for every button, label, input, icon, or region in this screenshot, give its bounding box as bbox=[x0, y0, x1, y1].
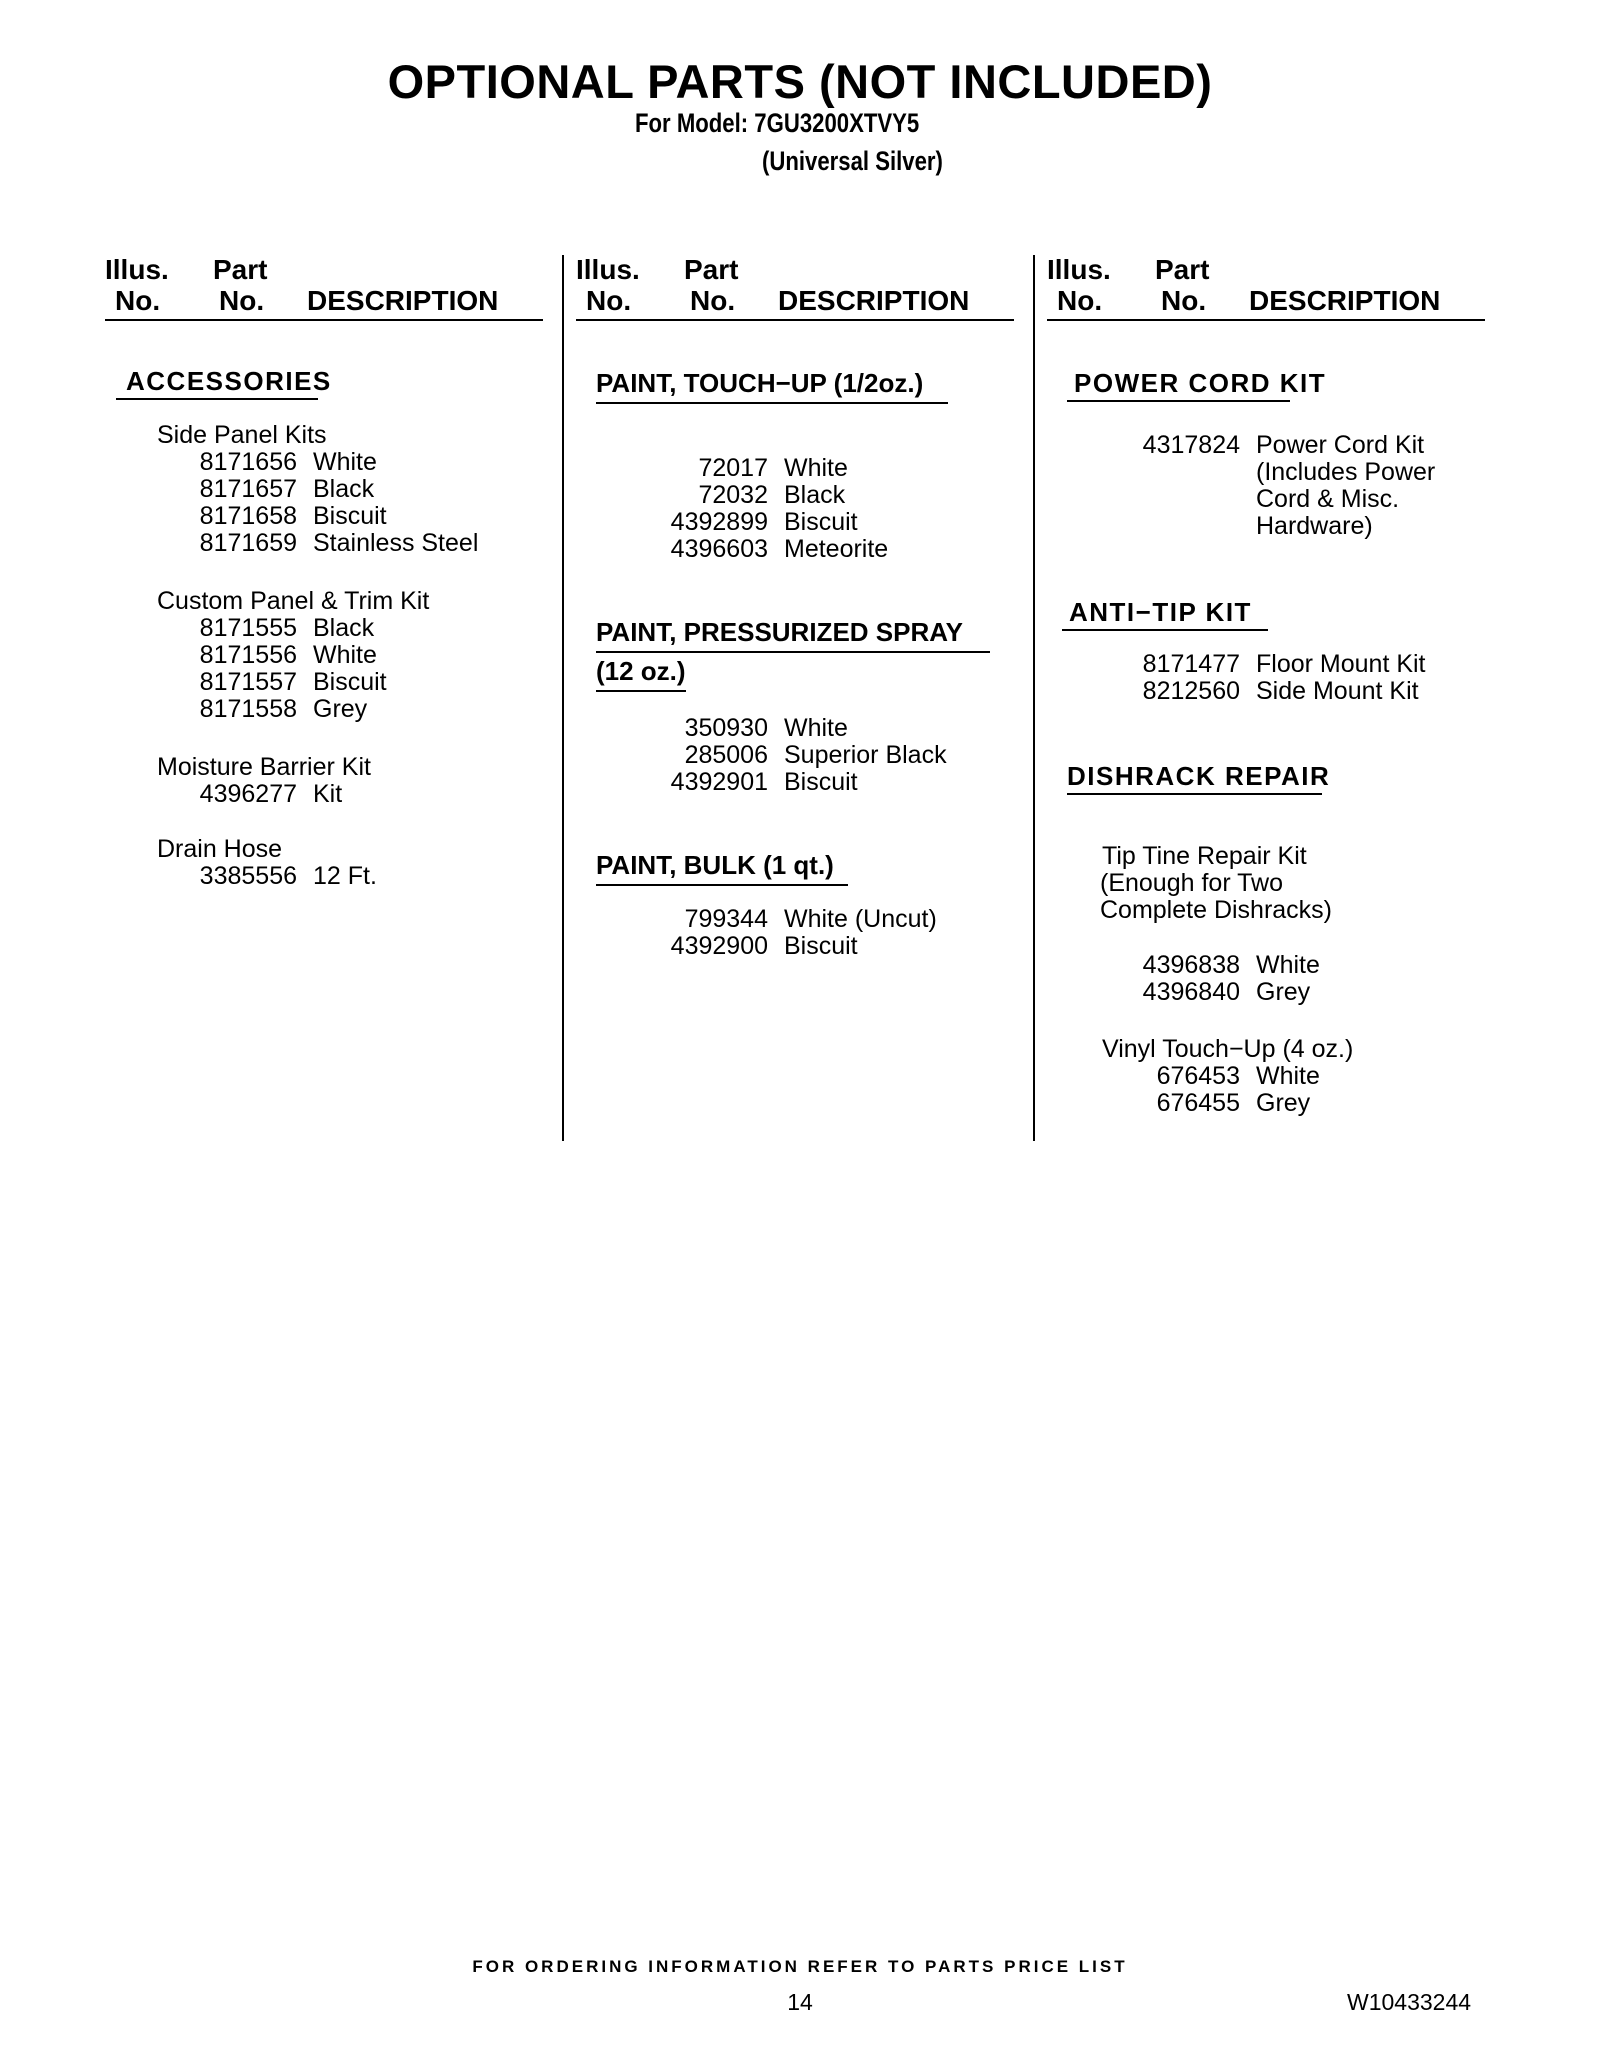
part-number: 4317824 bbox=[1142, 431, 1240, 459]
part-number: 8171555 bbox=[199, 614, 297, 642]
section-underline bbox=[1062, 629, 1268, 631]
header-part-top: Part bbox=[1155, 254, 1210, 285]
document-number: W10433244 bbox=[1347, 1989, 1472, 2015]
part-number: 350930 bbox=[684, 714, 768, 742]
header-description: DESCRIPTION bbox=[1249, 285, 1441, 316]
page-number: 14 bbox=[787, 1989, 813, 2015]
part-description: White bbox=[313, 641, 377, 669]
part-number: 285006 bbox=[684, 741, 768, 769]
part-number: 4396838 bbox=[1142, 951, 1240, 979]
part-description: Side Mount Kit bbox=[1256, 677, 1419, 705]
header-rule bbox=[1047, 319, 1485, 321]
header-illus-top: Illus. bbox=[1047, 254, 1111, 285]
header-illus-top: Illus. bbox=[576, 254, 640, 285]
section-heading-accessories: ACCESSORIES bbox=[126, 366, 332, 396]
header-part-bottom: No. bbox=[1161, 285, 1207, 316]
group-label: Vinyl Touch−Up (4 oz.) bbox=[1102, 1035, 1354, 1063]
header-part-bottom: No. bbox=[690, 285, 736, 316]
part-row bbox=[157, 529, 479, 557]
part-description: Grey bbox=[313, 695, 368, 723]
part-description: Black bbox=[313, 475, 375, 503]
part-description: Biscuit bbox=[313, 668, 387, 696]
part-row bbox=[1100, 1089, 1311, 1117]
part-number: 4396603 bbox=[670, 535, 768, 563]
part-number: 4392900 bbox=[670, 932, 768, 960]
part-description: White bbox=[1256, 1062, 1320, 1090]
part-number: 8171557 bbox=[199, 668, 297, 696]
part-description: Grey bbox=[1256, 978, 1311, 1006]
ordering-note: FOR ORDERING INFORMATION REFER TO PARTS PRICE LIST bbox=[472, 1957, 1128, 1976]
section-underline bbox=[116, 398, 318, 400]
section-heading-power-cord-kit: POWER CORD KIT bbox=[1074, 368, 1327, 398]
model-line: For Model: 7GU3200XTVY5 bbox=[635, 108, 920, 138]
part-number: 676453 bbox=[1156, 1062, 1240, 1090]
part-row bbox=[157, 448, 377, 476]
part-description: Biscuit bbox=[784, 768, 858, 796]
part-row bbox=[628, 714, 848, 742]
part-row bbox=[628, 905, 937, 933]
part-number: 676455 bbox=[1156, 1089, 1240, 1117]
header-illus-bottom: No. bbox=[586, 285, 632, 316]
part-description: White bbox=[313, 448, 377, 476]
part-number: 4396840 bbox=[1142, 978, 1240, 1006]
part-description: Stainless Steel bbox=[313, 529, 479, 557]
header-illus-bottom: No. bbox=[115, 285, 161, 316]
part-row bbox=[157, 475, 375, 503]
part-row bbox=[157, 780, 343, 808]
part-row bbox=[157, 614, 375, 642]
group-label: Tip Tine Repair Kit bbox=[1102, 842, 1307, 870]
section-heading-paint-bulk: PAINT, BULK (1 qt.) bbox=[596, 850, 834, 880]
group-label: Moisture Barrier Kit bbox=[157, 753, 371, 781]
part-row bbox=[157, 668, 387, 696]
part-row bbox=[628, 741, 947, 769]
part-row bbox=[1100, 951, 1320, 979]
part-number: 8171657 bbox=[199, 475, 297, 503]
column-divider bbox=[1033, 255, 1035, 1141]
variant-line: (Universal Silver) bbox=[762, 146, 943, 176]
part-row bbox=[628, 932, 858, 960]
group-label-cont: (Enough for Two bbox=[1100, 869, 1283, 897]
part-row bbox=[628, 508, 858, 536]
part-description: Grey bbox=[1256, 1089, 1311, 1117]
section-heading-dishrack-repair: DISHRACK REPAIR bbox=[1067, 761, 1331, 791]
section-heading-paint-spray-size: (12 oz.) bbox=[596, 656, 686, 686]
part-description: Meteorite bbox=[784, 535, 889, 563]
header-rule bbox=[105, 319, 543, 321]
header-description: DESCRIPTION bbox=[778, 285, 970, 316]
section-heading-anti-tip-kit: ANTI−TIP KIT bbox=[1069, 597, 1252, 627]
part-number: 3385556 bbox=[199, 862, 297, 890]
part-row bbox=[1100, 1062, 1320, 1090]
part-row bbox=[628, 768, 858, 796]
part-number: 8171656 bbox=[199, 448, 297, 476]
part-row bbox=[1100, 650, 1426, 678]
section-underline bbox=[1067, 793, 1322, 795]
header-rule bbox=[576, 319, 1014, 321]
part-description-cont: Hardware) bbox=[1256, 512, 1373, 540]
part-number: 799344 bbox=[684, 905, 768, 933]
group-label: Custom Panel & Trim Kit bbox=[157, 587, 430, 615]
part-row bbox=[628, 454, 848, 482]
header-part-bottom: No. bbox=[219, 285, 265, 316]
part-description: White (Uncut) bbox=[784, 905, 937, 933]
column-divider bbox=[562, 255, 564, 1141]
part-description: Biscuit bbox=[784, 508, 858, 536]
section-underline bbox=[596, 402, 948, 404]
header-part-top: Part bbox=[684, 254, 739, 285]
part-number: 4392899 bbox=[670, 508, 768, 536]
part-description: Power Cord Kit bbox=[1256, 431, 1425, 459]
part-row bbox=[157, 641, 377, 669]
part-number: 8171659 bbox=[199, 529, 297, 557]
header-illus-bottom: No. bbox=[1057, 285, 1103, 316]
part-number: 8171556 bbox=[199, 641, 297, 669]
part-row bbox=[628, 481, 846, 509]
header-illus-top: Illus. bbox=[105, 254, 169, 285]
part-description: Black bbox=[313, 614, 375, 642]
part-description: Kit bbox=[313, 780, 343, 808]
part-number: 72032 bbox=[698, 481, 768, 509]
section-underline bbox=[1067, 400, 1290, 402]
page-title: OPTIONAL PARTS (NOT INCLUDED) bbox=[387, 55, 1213, 108]
part-description: White bbox=[784, 714, 848, 742]
section-underline bbox=[596, 651, 990, 653]
part-description: Black bbox=[784, 481, 846, 509]
section-heading-paint-touchup: PAINT, TOUCH−UP (1/2oz.) bbox=[596, 368, 924, 398]
part-row bbox=[628, 535, 889, 563]
part-description-cont: (Includes Power bbox=[1256, 458, 1436, 486]
part-number: 4392901 bbox=[670, 768, 768, 796]
part-number: 8171477 bbox=[1142, 650, 1240, 678]
group-label-cont: Complete Dishracks) bbox=[1100, 896, 1333, 924]
part-number: 4396277 bbox=[199, 780, 297, 808]
part-description: 12 Ft. bbox=[313, 862, 377, 890]
part-row bbox=[157, 502, 387, 530]
part-description: Biscuit bbox=[313, 502, 387, 530]
part-description: Biscuit bbox=[784, 932, 858, 960]
part-description: Floor Mount Kit bbox=[1256, 650, 1426, 678]
part-number: 8171658 bbox=[199, 502, 297, 530]
section-underline bbox=[596, 690, 686, 692]
part-number: 8212560 bbox=[1142, 677, 1240, 705]
section-underline bbox=[596, 884, 848, 886]
header-part-top: Part bbox=[213, 254, 268, 285]
part-number: 72017 bbox=[698, 454, 768, 482]
part-row bbox=[1100, 677, 1419, 705]
part-description-cont: Cord & Misc. bbox=[1256, 485, 1400, 513]
part-description: White bbox=[1256, 951, 1320, 979]
group-label: Drain Hose bbox=[157, 835, 283, 863]
part-row bbox=[1100, 431, 1425, 459]
part-row bbox=[157, 695, 368, 723]
group-label: Side Panel Kits bbox=[157, 421, 327, 449]
part-description: Superior Black bbox=[784, 741, 947, 769]
header-description: DESCRIPTION bbox=[307, 285, 499, 316]
part-number: 8171558 bbox=[199, 695, 297, 723]
part-description: White bbox=[784, 454, 848, 482]
part-row bbox=[1100, 978, 1311, 1006]
section-heading-paint-spray: PAINT, PRESSURIZED SPRAY bbox=[596, 617, 963, 647]
part-row bbox=[157, 862, 377, 890]
